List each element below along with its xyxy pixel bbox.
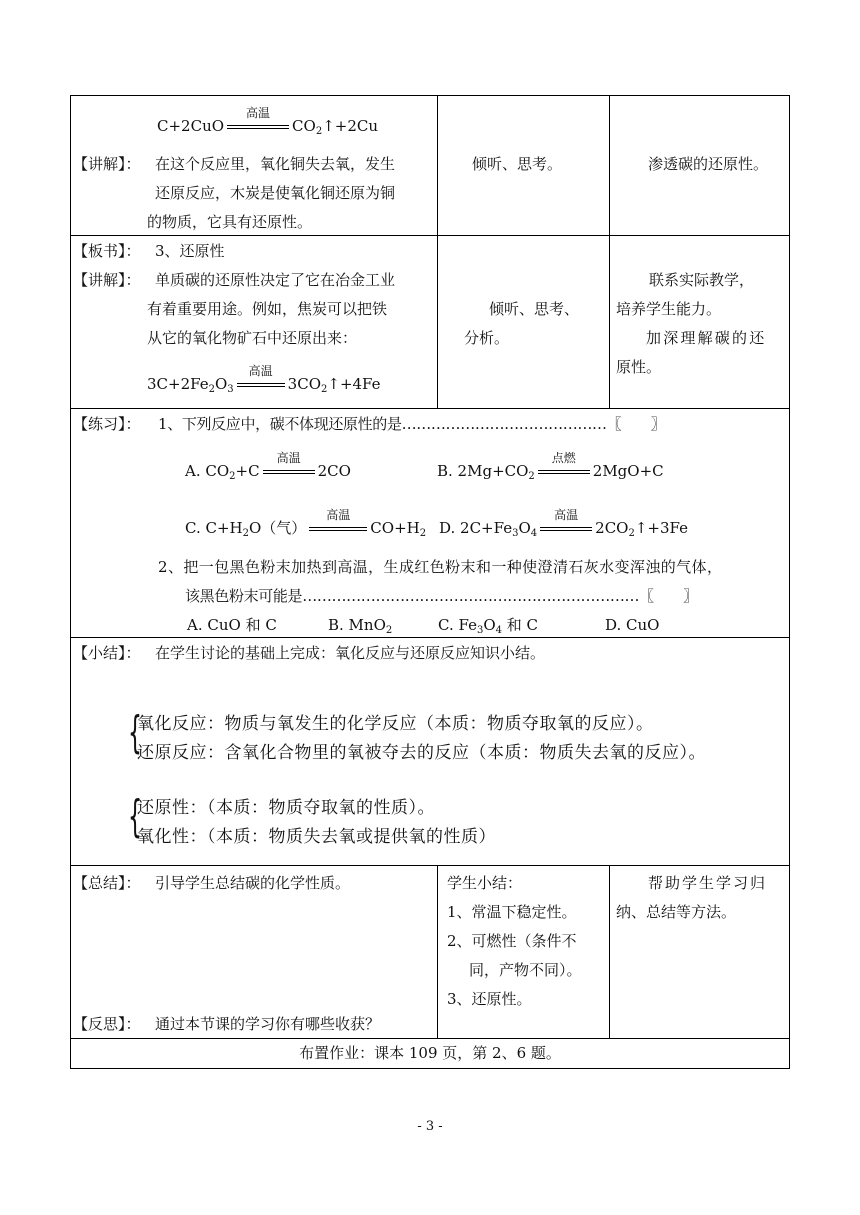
- brace-icon: {: [128, 707, 142, 758]
- practice-q2-line1: 2、把一包黑色粉末加热到高温，生成红色粉末和一种使澄清石灰水变浑浊的气体，: [158, 558, 723, 576]
- q2-option-d: D. CuO: [605, 616, 660, 634]
- equation-c-cuo: C+2CuO 高温 $CO_2↑+2Cu$: [157, 106, 379, 137]
- summary-oxidation-reaction: 氧化反应：物质与氧发生的化学反应（本质：物质夺取氧的反应）。: [137, 714, 654, 734]
- student-activity: 倾听、思考、: [489, 300, 580, 318]
- summary-tag: 【小结】：: [73, 644, 141, 662]
- reaction-arrow: 高温: [261, 464, 317, 478]
- summary-oxidizability: 氧化性：（本质：物质失去氧或提供氧的性质）: [137, 827, 496, 847]
- conclusion-text: 引导学生总结碳的化学性质。: [155, 874, 351, 892]
- practice-tag: 【练习】：: [73, 415, 141, 433]
- table-right-border: [789, 95, 790, 1068]
- explain-line: 在这个反应里，氧化铜失去氧，发生: [155, 155, 396, 173]
- practice-q2-line2: 该黑色粉末可能是……………………………………………………………〖 〗: [185, 587, 698, 605]
- option-b: B. $2Mg+CO_2$ 点燃 2MgO+C: [437, 451, 664, 482]
- table-left-border: [70, 95, 71, 1068]
- column-divider: [437, 865, 438, 1038]
- option-a: A. $CO_2+C$ 高温 2CO: [185, 451, 351, 482]
- explain-line: 还原反应，木炭是使氧化铜还原为铜: [155, 184, 396, 202]
- brace-icon: {: [128, 791, 142, 842]
- design-intent: 帮助学生学习归: [648, 874, 768, 892]
- reaction-arrow: 高温: [538, 521, 594, 535]
- reflection-tag: 【反思】：: [73, 1015, 141, 1033]
- board-text: 3、还原性: [155, 242, 225, 260]
- row-divider: [70, 235, 790, 236]
- explain-tag: 【讲解】：: [73, 271, 141, 289]
- explain-line: 有着重要用途。例如，焦炭可以把铁: [147, 300, 388, 318]
- q2-option-a: A. CuO 和 C: [187, 616, 277, 634]
- q2-option-c: C. $Fe_3O_4$ 和 C: [438, 616, 539, 636]
- student-summary: 同，产物不同）。: [469, 961, 582, 979]
- row-divider: [70, 637, 790, 638]
- design-intent: 纳、总结等方法。: [616, 903, 737, 921]
- summary-reduction-reaction: 还原反应：含氧化合物里的氧被夺去的反应（本质：物质失去氧的反应）。: [137, 743, 706, 763]
- reaction-arrow: 高温: [307, 521, 369, 535]
- column-divider: [437, 95, 438, 408]
- conclusion-tag: 【总结】：: [73, 874, 141, 892]
- option-c: C. $C+H_2O$（气） 高温 $CO+H_2$: [185, 508, 427, 539]
- reaction-arrow: 高温: [235, 377, 287, 391]
- summary-reducibility: 还原性：（本质：物质夺取氧的性质）。: [137, 798, 435, 818]
- explain-line: 从它的氧化物矿石中还原出来：: [147, 329, 358, 347]
- design-intent: 培养学生能力。: [616, 300, 722, 318]
- page-number: - 3 -: [417, 1119, 443, 1134]
- homework: 布置作业：课本 109 页，第 2、6 题。: [299, 1044, 561, 1062]
- summary-intro: 在学生讨论的基础上完成：氧化反应与还原反应知识小结。: [155, 644, 546, 662]
- reflection-text: 通过本节课的学习你有哪些收获？: [155, 1015, 381, 1033]
- row-divider: [70, 865, 790, 866]
- row-divider: [70, 408, 790, 409]
- q2-option-b: B. MnO$_2$: [328, 616, 393, 636]
- row-divider: [70, 1038, 790, 1039]
- explain-line: 的物质，它具有还原性。: [147, 213, 313, 231]
- board-tag: 【板书】：: [73, 242, 141, 260]
- explain-tag: 【讲解】：: [73, 155, 141, 173]
- column-divider: [609, 95, 610, 408]
- student-summary: 3、还原性。: [447, 990, 532, 1008]
- student-summary: 2、可燃性（条件不: [447, 932, 577, 950]
- student-summary: 学生小结：: [447, 874, 523, 892]
- practice-q1: 1、下列反应中，碳不体现还原性的是……………………………………〖 〗: [158, 415, 666, 433]
- design-intent: 原性。: [616, 358, 662, 376]
- design-intent: 联系实际教学，: [649, 271, 755, 289]
- table-bottom-border: [70, 1068, 790, 1069]
- column-divider: [609, 865, 610, 1038]
- option-d: D. $2C+Fe_3O_4$ 高温 $2CO_2↑+3Fe$: [439, 508, 689, 539]
- table-top-border: [70, 95, 790, 96]
- equation-c-fe2o3: $3C+2Fe_2O_3$ 高温 $3CO_2↑+4Fe$: [147, 364, 381, 395]
- reaction-arrow: 高温: [225, 119, 291, 133]
- student-summary: 1、常温下稳定性。: [447, 903, 577, 921]
- design-intent: 渗透碳的还原性。: [648, 155, 769, 173]
- student-activity: 倾听、思考。: [472, 155, 563, 173]
- reaction-arrow: 点燃: [536, 464, 592, 478]
- student-activity: 分析。: [464, 329, 510, 347]
- design-intent: 加深理解碳的还: [646, 329, 767, 347]
- explain-line: 单质碳的还原性决定了它在冶金工业: [155, 271, 396, 289]
